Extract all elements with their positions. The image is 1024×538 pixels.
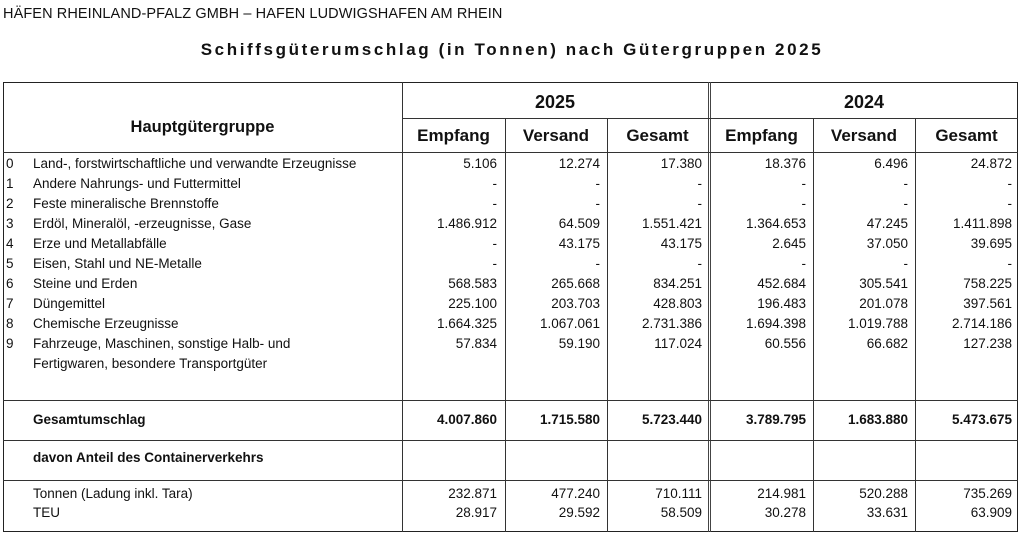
row-label: Steine und Erden bbox=[33, 276, 138, 291]
col-header-gesamt-2024: Gesamt bbox=[935, 126, 998, 145]
page-title: Schiffsgüterumschlag (in Tonnen) nach Gütergruppen 2025 bbox=[200, 40, 824, 59]
table-cell-value: 710.111 bbox=[655, 486, 702, 501]
table-cell-value: - bbox=[492, 176, 497, 191]
table-cell-value: 5.473.675 bbox=[951, 412, 1012, 427]
row-index: 1 bbox=[6, 176, 14, 191]
table-cell-value: 59.190 bbox=[558, 336, 600, 351]
table-cell-value: 735.269 bbox=[963, 486, 1012, 501]
table-cell-value: 568.583 bbox=[448, 276, 497, 291]
row-index: 4 bbox=[6, 236, 14, 251]
year-header-2025: 2025 bbox=[534, 92, 576, 112]
table-cell-value: 520.288 bbox=[859, 486, 908, 501]
row-divider bbox=[3, 440, 1018, 441]
table-cell-value: 57.834 bbox=[455, 336, 497, 351]
table-cell-value: 2.645 bbox=[772, 236, 806, 251]
table-cell-value: 5.106 bbox=[463, 156, 497, 171]
table-cell-value: 2.731.386 bbox=[641, 316, 702, 331]
table-cell-value: 12.274 bbox=[558, 156, 600, 171]
container-row-label: Tonnen (Ladung inkl. Tara) bbox=[33, 486, 193, 501]
table-cell-value: 1.364.653 bbox=[745, 216, 806, 231]
col-header-versand-2024: Versand bbox=[830, 126, 898, 145]
row-label: Erze und Metallabfälle bbox=[33, 236, 167, 251]
table-cell-value: 203.703 bbox=[551, 296, 600, 311]
table-cell-value: - bbox=[903, 176, 908, 191]
table-cell-value: - bbox=[801, 196, 806, 211]
row-label: Erdöl, Mineralöl, -erzeugnisse, Gase bbox=[33, 216, 252, 231]
table-cell-value: 33.631 bbox=[866, 505, 908, 520]
row-divider bbox=[3, 480, 1018, 481]
row-divider bbox=[402, 118, 1018, 119]
table-cell-value: 30.278 bbox=[764, 505, 806, 520]
row-index: 3 bbox=[6, 216, 14, 231]
table-cell-value: 452.684 bbox=[757, 276, 806, 291]
table-cell-value: - bbox=[697, 176, 702, 191]
table-cell-value: 127.238 bbox=[963, 336, 1012, 351]
table-cell-value: 196.483 bbox=[757, 296, 806, 311]
table-cell-value: 1.551.421 bbox=[641, 216, 702, 231]
table-cell-value: 232.871 bbox=[448, 486, 497, 501]
table-cell-value: 117.024 bbox=[654, 336, 702, 351]
table-cell-value: 225.100 bbox=[448, 296, 497, 311]
table-cell-value: 47.245 bbox=[866, 216, 908, 231]
row-index: 0 bbox=[6, 156, 14, 171]
col-header-versand-2025: Versand bbox=[522, 126, 590, 145]
table-cell-value: 5.723.440 bbox=[641, 412, 702, 427]
row-index: 5 bbox=[6, 256, 14, 271]
table-cell-value: - bbox=[595, 176, 600, 191]
table-cell-value: 214.981 bbox=[757, 486, 806, 501]
table-cell-value: 1.411.898 bbox=[952, 216, 1012, 231]
col-header-gesamt-2025: Gesamt bbox=[626, 126, 689, 145]
table-cell-value: 1.664.325 bbox=[436, 316, 497, 331]
table-cell-value: - bbox=[1007, 256, 1012, 271]
table-cell-value: 1.694.398 bbox=[745, 316, 806, 331]
table-cell-value: 18.376 bbox=[764, 156, 806, 171]
row-index: 7 bbox=[6, 296, 14, 311]
table-cell-value: 17.380 bbox=[660, 156, 702, 171]
row-label-continued: Fertigwaren, besondere Transportgüter bbox=[33, 356, 268, 371]
row-index: 9 bbox=[6, 336, 14, 351]
table-cell-value: 24.872 bbox=[970, 156, 1012, 171]
main-column-header: Hauptgütergruppe bbox=[130, 118, 275, 136]
table-cell-value: - bbox=[1007, 196, 1012, 211]
table-cell-value: 64.509 bbox=[558, 216, 600, 231]
table-cell-value: 29.592 bbox=[558, 505, 600, 520]
table-cell-value: 3.789.795 bbox=[745, 412, 806, 427]
table-cell-value: 1.019.788 bbox=[847, 316, 908, 331]
row-divider bbox=[3, 152, 1018, 153]
table-cell-value: - bbox=[697, 196, 702, 211]
col-header-empfang-2025: Empfang bbox=[417, 126, 490, 145]
table-cell-value: 2.714.186 bbox=[951, 316, 1012, 331]
container-row-label: TEU bbox=[33, 505, 60, 520]
table-cell-value: 28.917 bbox=[455, 505, 497, 520]
row-label: Düngemittel bbox=[33, 296, 106, 311]
table-cell-value: 305.541 bbox=[859, 276, 908, 291]
container-heading: davon Anteil des Containerverkehrs bbox=[33, 450, 264, 465]
table-cell-value: - bbox=[903, 256, 908, 271]
row-label: Chemische Erzeugnisse bbox=[33, 316, 179, 331]
table-cell-value: 834.251 bbox=[653, 276, 702, 291]
table-cell-value: 58.509 bbox=[660, 505, 702, 520]
table-cell-value: 63.909 bbox=[970, 505, 1012, 520]
row-index: 6 bbox=[6, 276, 14, 291]
table-cell-value: - bbox=[697, 256, 702, 271]
table-cell-value: 758.225 bbox=[963, 276, 1012, 291]
row-index: 2 bbox=[6, 196, 14, 211]
table-cell-value: - bbox=[595, 256, 600, 271]
table-cell-value: - bbox=[492, 196, 497, 211]
table-cell-value: 1.486.912 bbox=[436, 216, 497, 231]
row-label: Eisen, Stahl und NE-Metalle bbox=[33, 256, 202, 271]
total-label: Gesamtumschlag bbox=[33, 412, 146, 427]
table-cell-value: 37.050 bbox=[866, 236, 908, 251]
table-cell-value: 428.803 bbox=[653, 296, 702, 311]
company-name: HÄFEN RHEINLAND-PFALZ GMBH – HAFEN LUDWIGSHAFEN AM RHEIN bbox=[3, 6, 503, 22]
row-label: Land-, forstwirtschaftliche und verwandte Erzeugnisse bbox=[33, 156, 357, 171]
table-cell-value: 397.561 bbox=[963, 296, 1012, 311]
row-divider bbox=[3, 400, 1018, 401]
table-cell-value: 1.715.580 bbox=[539, 412, 600, 427]
table-cell-value: 60.556 bbox=[764, 336, 806, 351]
table-cell-value: - bbox=[801, 256, 806, 271]
table-cell-value: 201.078 bbox=[859, 296, 908, 311]
table-cell-value: 1.683.880 bbox=[847, 412, 908, 427]
table-cell-value: - bbox=[595, 196, 600, 211]
table-cell-value: - bbox=[903, 196, 908, 211]
table-cell-value: 43.175 bbox=[660, 236, 702, 251]
row-label: Fahrzeuge, Maschinen, sonstige Halb- und bbox=[33, 336, 291, 351]
table-cell-value: 265.668 bbox=[551, 276, 600, 291]
table-cell-value: 43.175 bbox=[558, 236, 600, 251]
table-cell-value: 6.496 bbox=[874, 156, 908, 171]
table-cell-value: - bbox=[801, 176, 806, 191]
year-header-2024: 2024 bbox=[843, 92, 885, 112]
table-cell-value: - bbox=[492, 256, 497, 271]
table-cell-value: - bbox=[1007, 176, 1012, 191]
row-label: Andere Nahrungs- und Futtermittel bbox=[33, 176, 241, 191]
table-cell-value: - bbox=[492, 236, 497, 251]
table-cell-value: 477.240 bbox=[551, 486, 600, 501]
row-label: Feste mineralische Brennstoffe bbox=[33, 196, 219, 211]
table-cell-value: 66.682 bbox=[866, 336, 908, 351]
row-index: 8 bbox=[6, 316, 14, 331]
table-cell-value: 1.067.061 bbox=[539, 316, 600, 331]
table-cell-value: 4.007.860 bbox=[436, 412, 497, 427]
col-header-empfang-2024: Empfang bbox=[725, 126, 798, 145]
table-cell-value: 39.695 bbox=[970, 236, 1012, 251]
